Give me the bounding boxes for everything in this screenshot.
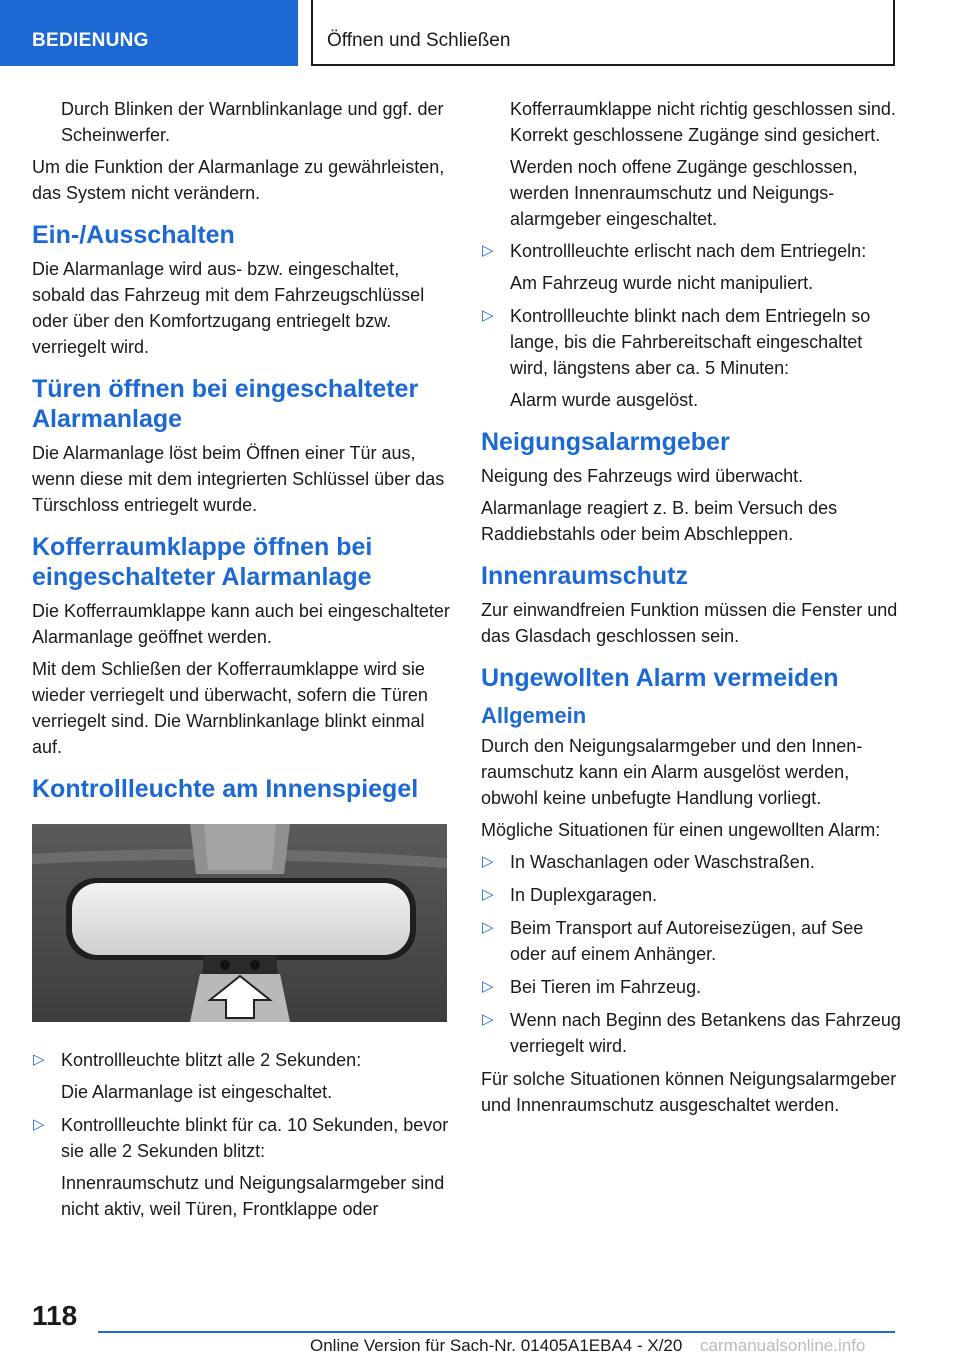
innenraumschutz-paragraph: Zur einwandfreien Funktion müssen die Fenster und das Glasdach geschlossen sein. [481,600,898,646]
list-item-subtext: Am Fahrzeug wurde nicht manipuliert. [510,273,814,293]
list-continuation-paragraph-2: Werden noch offene Zugänge geschlossen, werden Innenraumschutz und Neigungsalarmgeber eingeschaltet. [510,157,858,229]
list-item-text: In Duplexgaragen. [510,885,658,905]
list-item [481,1007,901,1059]
triangle-bullet-icon: ▷ [482,919,494,936]
left-column [32,96,452,1229]
list-item-subtext: Innenraumschutz und Neigungsalarmgeber sind nicht aktiv, weil Türen, Frontklappe oder [61,1173,445,1219]
list-item-text: Kontrollleuchte blinkt nach dem Entriegeln so lange, bis die Fahrbereitschaft eingeschaltet wird, längstens aber ca. 5 Minuten: [510,306,871,378]
list-item [481,238,901,296]
list-item-subtext: Alarm wurde ausgelöst. [510,390,699,410]
list-item [32,1112,452,1222]
list-item [481,849,901,875]
triangle-bullet-icon: ▷ [482,307,494,324]
page-number: 118 [32,1300,78,1331]
intro-paragraph: Um die Funktion der Alarmanlage zu gewährleisten, das System nicht verändern. [32,157,445,203]
footer-divider [98,1331,895,1333]
watermark: carmanualsonline.info [700,1336,866,1355]
tueren-oeffnen-paragraph: Die Alarmanlage löst beim Öffnen einer Tür aus, wenn diese mit dem integrierten Schlüssel über das Türschloss entriegelt wurde. [32,443,445,515]
heading-ein-ausschalten: Ein-/Ausschalten [32,221,235,249]
final-paragraph: Für solche Situationen können Neigungsalarmgeber und Innenraumschutz ausgeschaltet werden. [481,1069,897,1115]
page-header [0,0,960,66]
situations-list [481,849,901,1059]
neigung-paragraph-2: Alarmanlage reagiert z. B. beim Versuch des Raddiebstahls oder beim Abschleppen. [481,498,838,544]
triangle-bullet-icon: ▷ [482,853,494,870]
triangle-bullet-icon: ▷ [482,978,494,995]
list-continuation-paragraph-1: Kofferraumklappe nicht richtig geschlossen sind. Korrekt geschlossene Zugänge sind gesichert. [510,99,896,145]
footer-online-version: Online Version für Sach-Nr. 01405A1EBA4 - X/20 [310,1336,683,1355]
indicator-list [32,1047,452,1222]
interior-mirror-illustration [32,824,447,1022]
list-item-text: Kontrollleuchte erlischt nach dem Entriegeln: [510,241,867,261]
list-item-text: In Waschanlagen oder Waschstraßen. [510,852,815,872]
list-item-text: Beim Transport auf Autoreisezügen, auf See oder auf einem Anhänger. [510,918,864,964]
indicator-list-continued [481,238,901,413]
list-item [481,974,901,1000]
allgemein-paragraph-1: Durch den Neigungsalarmgeber und den Innenraumschutz kann ein Alarm ausgelöst werden, obwohl keine unbefugte Handlung vorliegt. [481,736,863,808]
heading-ungewollten-alarm: Ungewollten Alarm vermeiden [481,664,839,692]
ein-ausschalten-paragraph: Die Alarmanlage wird aus- bzw. eingeschaltet, sobald das Fahrzeug mit dem Fahrzeugschlüssel oder über den Komfortzugang entriegelt bzw. verriegelt wird. [32,259,425,357]
chapter-title: Öffnen und Schließen [311,0,895,66]
list-item [481,915,901,967]
heading-kofferraumklappe: Kofferraumklappe öffnen bei eingeschalteter Alarmanlage [32,533,373,591]
section-tab: BEDIENUNG [0,0,298,66]
kofferraumklappe-paragraph-1: Die Kofferraumklappe kann auch bei eingeschalteter Alarmanlage geöffnet werden. [32,601,450,647]
heading-tueren-oeffnen: Türen öffnen bei eingeschalteter Alarmanlage [32,375,419,433]
right-column [481,96,901,1124]
neigung-paragraph-1: Neigung des Fahrzeugs wird überwacht. [481,466,804,486]
list-item-text: Wenn nach Beginn des Betankens das Fahrzeug verriegelt wird. [510,1010,901,1056]
triangle-bullet-icon: ▷ [482,886,494,903]
list-item-text: Kontrollleuchte blinkt für ca. 10 Sekunden, bevor sie alle 2 Sekunden blitzt: [61,1115,449,1161]
list-item-text: Bei Tieren im Fahrzeug. [510,977,702,997]
heading-innenraumschutz: Innenraumschutz [481,562,688,590]
kofferraumklappe-paragraph-2: Mit dem Schließen der Kofferraumklappe wird sie wieder verriegelt und überwacht, sofern die Türen verriegelt sind. Die Warnblinkanlage blinkt einmal auf. [32,659,428,757]
triangle-bullet-icon: ▷ [482,1011,494,1028]
heading-kontrollleuchte: Kontrollleuchte am Innenspiegel [32,775,419,803]
allgemein-paragraph-2: Mögliche Situationen für einen ungewollten Alarm: [481,820,881,840]
list-item-subtext: Die Alarmanlage ist eingeschaltet. [61,1082,333,1102]
heading-neigungsalarmgeber: Neigungsalarmgeber [481,428,730,456]
list-item [481,303,901,413]
list-item-text: Kontrollleuchte blitzt alle 2 Sekunden: [61,1050,362,1070]
triangle-bullet-icon: ▷ [482,242,494,259]
subheading-allgemein: Allgemein [481,703,587,728]
list-item [481,882,901,908]
intro-paragraph-continued: Durch Blinken der Warnblinkanlage und ggf. der Scheinwerfer. [61,99,444,145]
triangle-bullet-icon: ▷ [33,1116,45,1133]
list-item [32,1047,452,1105]
triangle-bullet-icon: ▷ [33,1051,45,1068]
